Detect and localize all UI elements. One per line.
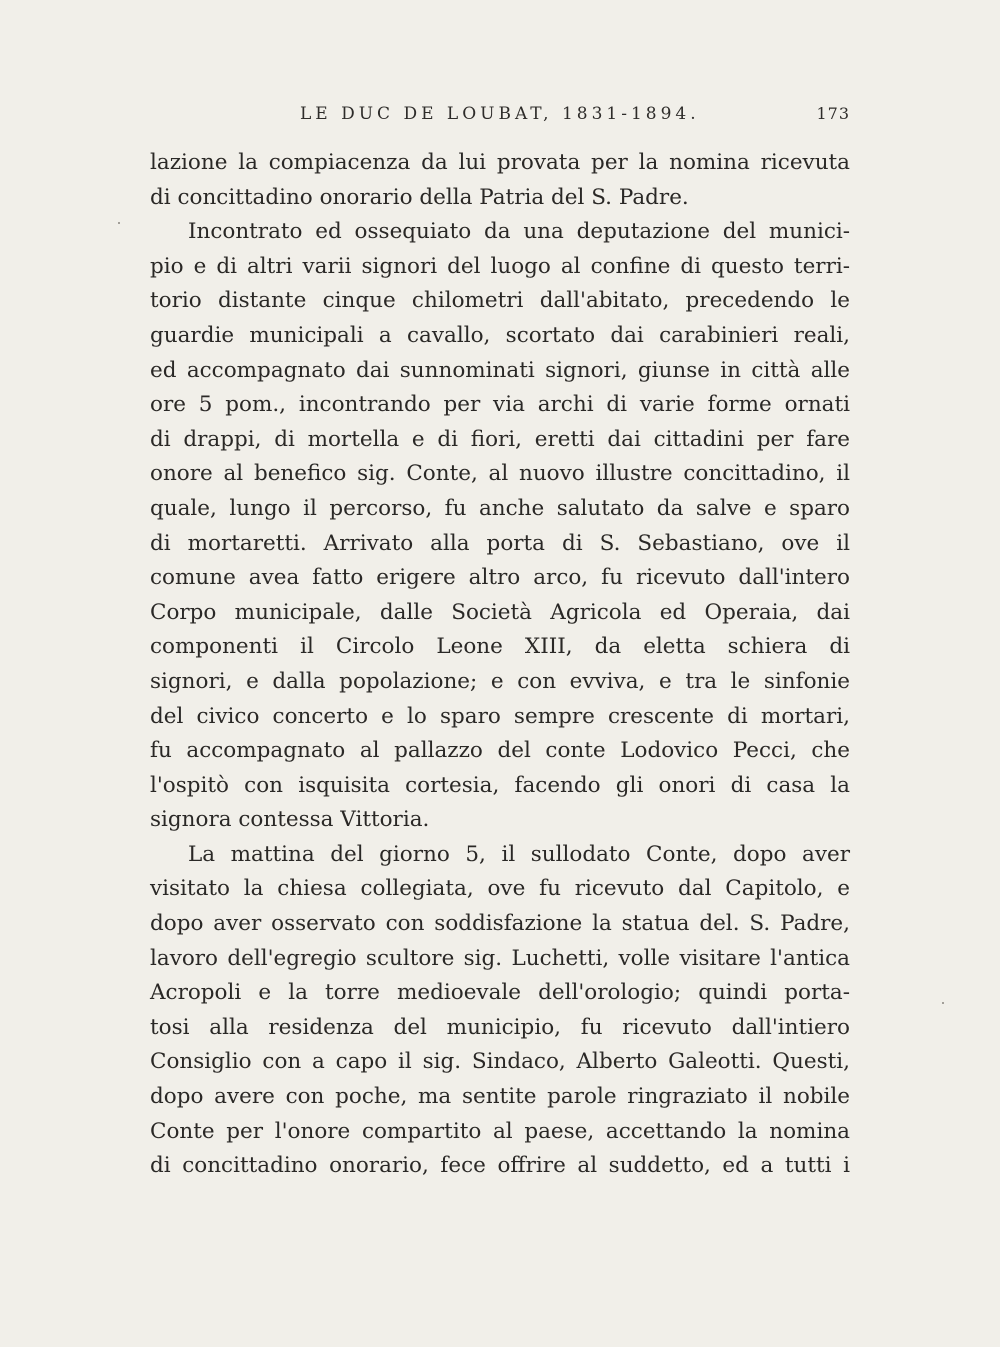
text-line: onore al benefico sig. Conte, al nuovo illustre concittadino, il [150, 461, 850, 487]
text-line: Corpo municipale, dalle Società Agricola ed Operaia, dai [150, 599, 850, 625]
paragraph [150, 146, 850, 215]
text-line: di drappi, di mortella e di fiori, eretti dai cittadini per fare [150, 426, 850, 452]
text-line: tosi alla residenza del municipio, fu ricevuto dall'intiero [150, 1014, 850, 1040]
text-line: lavoro dell'egregio scultore sig. Luchetti, volle visitare l'antica [150, 945, 850, 971]
text-line: di mortaretti. Arrivato alla porta di S. Sebastiano, ove il [150, 530, 850, 556]
text-line: signori, e dalla popolazione; e con evviva, e tra le sinfonie [150, 668, 850, 694]
text-line: componenti il Circolo Leone XIII, da eletta schiera di [150, 634, 850, 660]
text-line: di concittadino onorario, fece offrire al suddetto, ed a tutti i [150, 1153, 850, 1179]
text-line: Conte per l'onore compartito al paese, accettando la nomina [150, 1118, 850, 1144]
text-line: torio distante cinque chilometri dall'abitato, precedendo le [150, 288, 850, 314]
text-line: Acropoli e la torre medioevale dell'orologio; quindi porta- [150, 980, 850, 1006]
text-line: dopo aver osservato con soddisfazione la statua del. S. Padre, [150, 911, 850, 937]
text-line: guardie municipali a cavallo, scortato dai carabinieri reali, [150, 322, 850, 348]
text-line: di concittadino onorario della Patria del S. Padre. [150, 184, 689, 210]
text-line: lazione la compiacenza da lui provata per la nomina ricevuta [150, 150, 850, 175]
body-text [150, 146, 850, 1184]
text-line: l'ospitò con isquisita cortesia, facendo gli onori di casa la [150, 772, 850, 798]
running-head [150, 104, 850, 134]
page-number: 173 [816, 104, 850, 123]
text-line: La mattina del giorno 5, il sullodato Conte, dopo aver [188, 841, 850, 867]
text-line: fu accompagnato al pallazzo del conte Lodovico Pecci, che [150, 738, 850, 764]
paragraph [150, 215, 850, 838]
text-line: Incontrato ed ossequiato da una deputazione del munici- [188, 219, 850, 245]
paper-speck [118, 222, 120, 224]
text-line: pio e di altri varii signori del luogo al confine di questo terri- [150, 253, 850, 279]
text-line: ore 5 pom., incontrando per via archi di varie forme ornati [150, 392, 850, 418]
text-line: quale, lungo il percorso, fu anche salutato da salve e sparo [150, 495, 850, 521]
paragraph [150, 838, 850, 1184]
text-line: dopo avere con poche, ma sentite parole ringraziato il nobile [150, 1084, 850, 1110]
text-line: signora contessa Vittoria. [150, 807, 430, 833]
text-line: del civico concerto e lo sparo sempre crescente di mortari, [150, 703, 850, 729]
text-line: ed accompagnato dai sunnominati signori, giunse in città alle [150, 357, 850, 383]
running-title: LE DUC DE LOUBAT, 1831-1894. [300, 104, 700, 124]
paper-speck [942, 1002, 944, 1004]
text-line: comune avea fatto erigere altro arco, fu ricevuto dall'intero [150, 565, 850, 591]
text-line: Consiglio con a capo il sig. Sindaco, Alberto Galeotti. Questi, [150, 1049, 850, 1075]
text-line: visitato la chiesa collegiata, ove fu ricevuto dal Capitolo, e [150, 876, 850, 902]
